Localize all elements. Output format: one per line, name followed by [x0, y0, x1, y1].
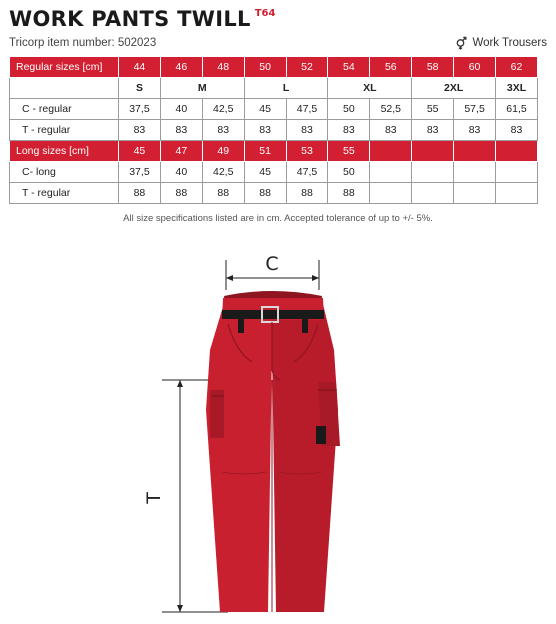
regular-sizes-header	[10, 57, 538, 78]
regular-sizes-header-cell: 50	[244, 57, 286, 78]
t-label: T	[143, 492, 165, 504]
regular-row-cell: 83	[496, 120, 538, 141]
long-row-cell	[370, 162, 412, 183]
product-code: T64	[254, 8, 276, 19]
regular-row-cell: 52,5	[370, 99, 412, 120]
letter-size-cell: M	[160, 78, 244, 99]
pants-figure	[0, 240, 556, 624]
regular-sizes-header-cell: 54	[328, 57, 370, 78]
regular-row-cell: 37,5	[119, 99, 161, 120]
regular-sizes-header-cell: 62	[496, 57, 538, 78]
long-sizes-header-cell: 47	[160, 141, 202, 162]
regular-row-cell: 40	[160, 99, 202, 120]
regular-row-cell: 45	[244, 99, 286, 120]
regular-row-cell: 55	[412, 99, 454, 120]
letter-size-cell: L	[244, 78, 328, 99]
long-row-label: C- long	[10, 162, 119, 183]
regular-sizes-header-cell: 46	[160, 57, 202, 78]
regular-row-label: C - regular	[10, 99, 119, 120]
long-row-cell: 88	[328, 183, 370, 204]
c-dimension	[226, 253, 319, 290]
long-sizes-header-cell	[496, 141, 538, 162]
regular-row-cell: 57,5	[454, 99, 496, 120]
long-sizes-header-cell	[412, 141, 454, 162]
regular-sizes-header-cell: 56	[370, 57, 412, 78]
long-sizes-header-label: Long sizes [cm]	[10, 141, 119, 162]
regular-row-cell: 47,5	[286, 99, 328, 120]
long-row-cell: 88	[244, 183, 286, 204]
long-row-cell: 88	[286, 183, 328, 204]
long-row-cell	[454, 183, 496, 204]
regular-row-cell: 83	[244, 120, 286, 141]
long-row-cell	[496, 183, 538, 204]
letter-size-blank	[10, 78, 119, 99]
regular-sizes-header-cell: 48	[202, 57, 244, 78]
letter-size-row	[10, 78, 538, 99]
product-title: WORK PANTS TWILL	[9, 7, 251, 31]
regular-row-cell: 83	[370, 120, 412, 141]
letter-size-cell: 3XL	[496, 78, 538, 99]
long-sizes-header	[10, 141, 538, 162]
regular-row-cell: 42,5	[202, 99, 244, 120]
long-row-cell	[496, 162, 538, 183]
long-row-cell	[370, 183, 412, 204]
regular-row-cell: 83	[119, 120, 161, 141]
size-table	[9, 56, 538, 204]
regular-row-cell: 83	[412, 120, 454, 141]
title-row	[9, 6, 275, 32]
regular-row-cell: 61,5	[496, 99, 538, 120]
long-row-cell: 47,5	[286, 162, 328, 183]
regular-sizes-header-cell: 44	[119, 57, 161, 78]
c-label: C	[265, 253, 279, 275]
long-sizes-header-cell	[370, 141, 412, 162]
subtitle-row	[9, 36, 547, 50]
long-row-cell: 37,5	[119, 162, 161, 183]
long-row-cell: 50	[328, 162, 370, 183]
long-sizes-header-cell: 55	[328, 141, 370, 162]
long-row-cell: 40	[160, 162, 202, 183]
long-sizes-header-cell: 49	[202, 141, 244, 162]
category	[455, 36, 547, 50]
regular-sizes-header-label: Regular sizes [cm]	[10, 57, 119, 78]
regular-row-cell: 83	[286, 120, 328, 141]
long-sizes-header-cell: 51	[244, 141, 286, 162]
long-row-cell: 88	[119, 183, 161, 204]
regular-row-cell: 83	[454, 120, 496, 141]
regular-sizes-header-cell: 60	[454, 57, 496, 78]
pants-illustration	[206, 291, 340, 612]
long-row-label: T - regular	[10, 183, 119, 204]
long-sizes-header-cell	[454, 141, 496, 162]
long-row-cell: 45	[244, 162, 286, 183]
regular-row-label: T - regular	[10, 120, 119, 141]
long-row	[10, 183, 538, 204]
regular-sizes-header-cell: 52	[286, 57, 328, 78]
letter-size-cell: XL	[328, 78, 412, 99]
regular-row	[10, 99, 538, 120]
regular-row-cell: 50	[328, 99, 370, 120]
long-row-cell: 88	[160, 183, 202, 204]
category-label: Work Trousers	[472, 37, 547, 49]
item-number: Tricorp item number: 502023	[9, 37, 157, 49]
letter-size-cell: 2XL	[412, 78, 496, 99]
long-row-cell	[412, 183, 454, 204]
regular-sizes-header-cell: 58	[412, 57, 454, 78]
long-row-cell	[412, 162, 454, 183]
long-sizes-header-cell: 45	[119, 141, 161, 162]
regular-row	[10, 120, 538, 141]
regular-row-cell: 83	[202, 120, 244, 141]
regular-row-cell: 83	[328, 120, 370, 141]
long-sizes-header-cell: 53	[286, 141, 328, 162]
long-row-cell: 42,5	[202, 162, 244, 183]
gender-icon	[455, 36, 467, 50]
size-note: All size specifications listed are in cm. Accepted tolerance of up to +/- 5%.	[123, 213, 433, 224]
long-row-cell: 88	[202, 183, 244, 204]
long-row	[10, 162, 538, 183]
regular-row-cell: 83	[160, 120, 202, 141]
long-row-cell	[454, 162, 496, 183]
letter-size-cell: S	[119, 78, 161, 99]
